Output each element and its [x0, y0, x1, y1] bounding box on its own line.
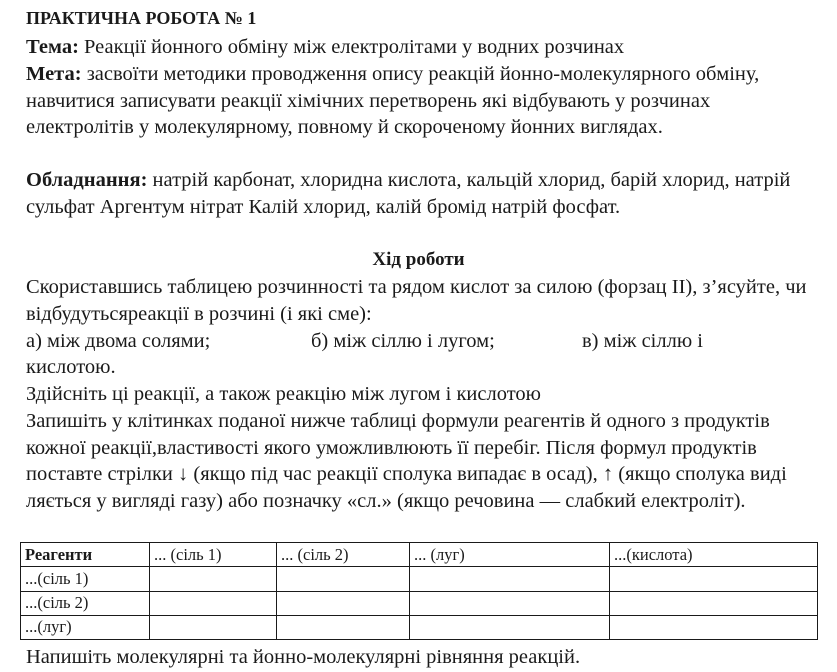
table-cell	[410, 591, 610, 615]
option-a: а) між двома солями;	[26, 330, 211, 352]
option-c-continuation: кислотою.	[26, 356, 116, 378]
table-cell	[150, 615, 277, 639]
table-cell	[277, 591, 410, 615]
work-title: ПРАКТИЧНА РОБОТА № 1	[26, 8, 257, 28]
instructions-intro: Скориставшись таблицею розчинності та рядом кислот за силою (форзац II), з’ясуйте, чи відбудутьсяреакції в розчині (і які сме):	[26, 276, 807, 325]
goal-label: Мета:	[26, 63, 82, 85]
topic-text: Реакції йонного обміну між електролітами у водних розчинах	[78, 36, 625, 58]
equipment-label: Обладнання:	[26, 169, 148, 191]
option-c: в) між сіллю і	[582, 330, 703, 352]
table-header-row	[21, 543, 818, 567]
table-cell	[410, 567, 610, 591]
table-header-cell: ... (сіль 2)	[277, 543, 410, 567]
closing-instruction: Напишіть молекулярні та йонно-молекулярні рівняння реакцій.	[26, 646, 581, 668]
table-header-cell: ...(кислота)	[610, 543, 818, 567]
reaction-options	[26, 328, 816, 354]
table-row	[21, 591, 818, 615]
table-cell	[610, 567, 818, 591]
option-b: б) між сіллю і лугом;	[311, 330, 495, 352]
table-cell	[277, 567, 410, 591]
topic-label: Тема:	[26, 36, 79, 58]
table-row	[21, 567, 818, 591]
table-header-cell: Реагенти	[21, 543, 150, 567]
table-cell	[150, 567, 277, 591]
table-row	[21, 615, 818, 639]
table-header-cell: ... (луг)	[410, 543, 610, 567]
equipment-paragraph	[26, 167, 816, 220]
row-label-cell: ...(сіль 1)	[21, 567, 150, 591]
table-cell	[150, 591, 277, 615]
table-cell	[610, 615, 818, 639]
record-instruction: Запишіть у клітинках поданої нижче таблиці формули реагентів й одного з продуктів кожної реакції,властивості якого уможливлюють її перебіг. Після формул продуктів поставте стрілки ↓ (якщо під час реакції сполука випадає в осад), ↑ (якщо сполука виді ляється у вигляді газу) або позначку «сл.» (якщо речовина — слабкий електроліт).	[26, 410, 787, 512]
row-label-cell: ...(луг)	[21, 615, 150, 639]
table-header-cell: ... (сіль 1)	[150, 543, 277, 567]
equipment-text: натрій карбонат, хлоридна кислота, кальцій хлорид, барій хлорид, натрій сульфат Аргентум нітрат Калій хлорид, калій бромід натрій фосфат.	[26, 169, 791, 218]
table-cell	[277, 615, 410, 639]
table-cell	[610, 591, 818, 615]
row-label-cell: ...(сіль 2)	[21, 591, 150, 615]
reactions-table	[20, 542, 818, 640]
topic-paragraph	[26, 34, 816, 61]
section-title: Хід роботи	[372, 249, 465, 270]
table-cell	[410, 615, 610, 639]
goal-paragraph	[26, 61, 816, 141]
goal-text: засвоїти методики проводження опису реакцій йонно-молекулярного обміну, навчитися записувати реакції хімічних перетворень які відбувають у розчинах електролітів у молекулярному, повному й скороченому йонних виглядах.	[26, 63, 760, 138]
perform-instruction: Здійсніть ці реакції, а також реакцію між лугом і кислотою	[26, 383, 541, 405]
